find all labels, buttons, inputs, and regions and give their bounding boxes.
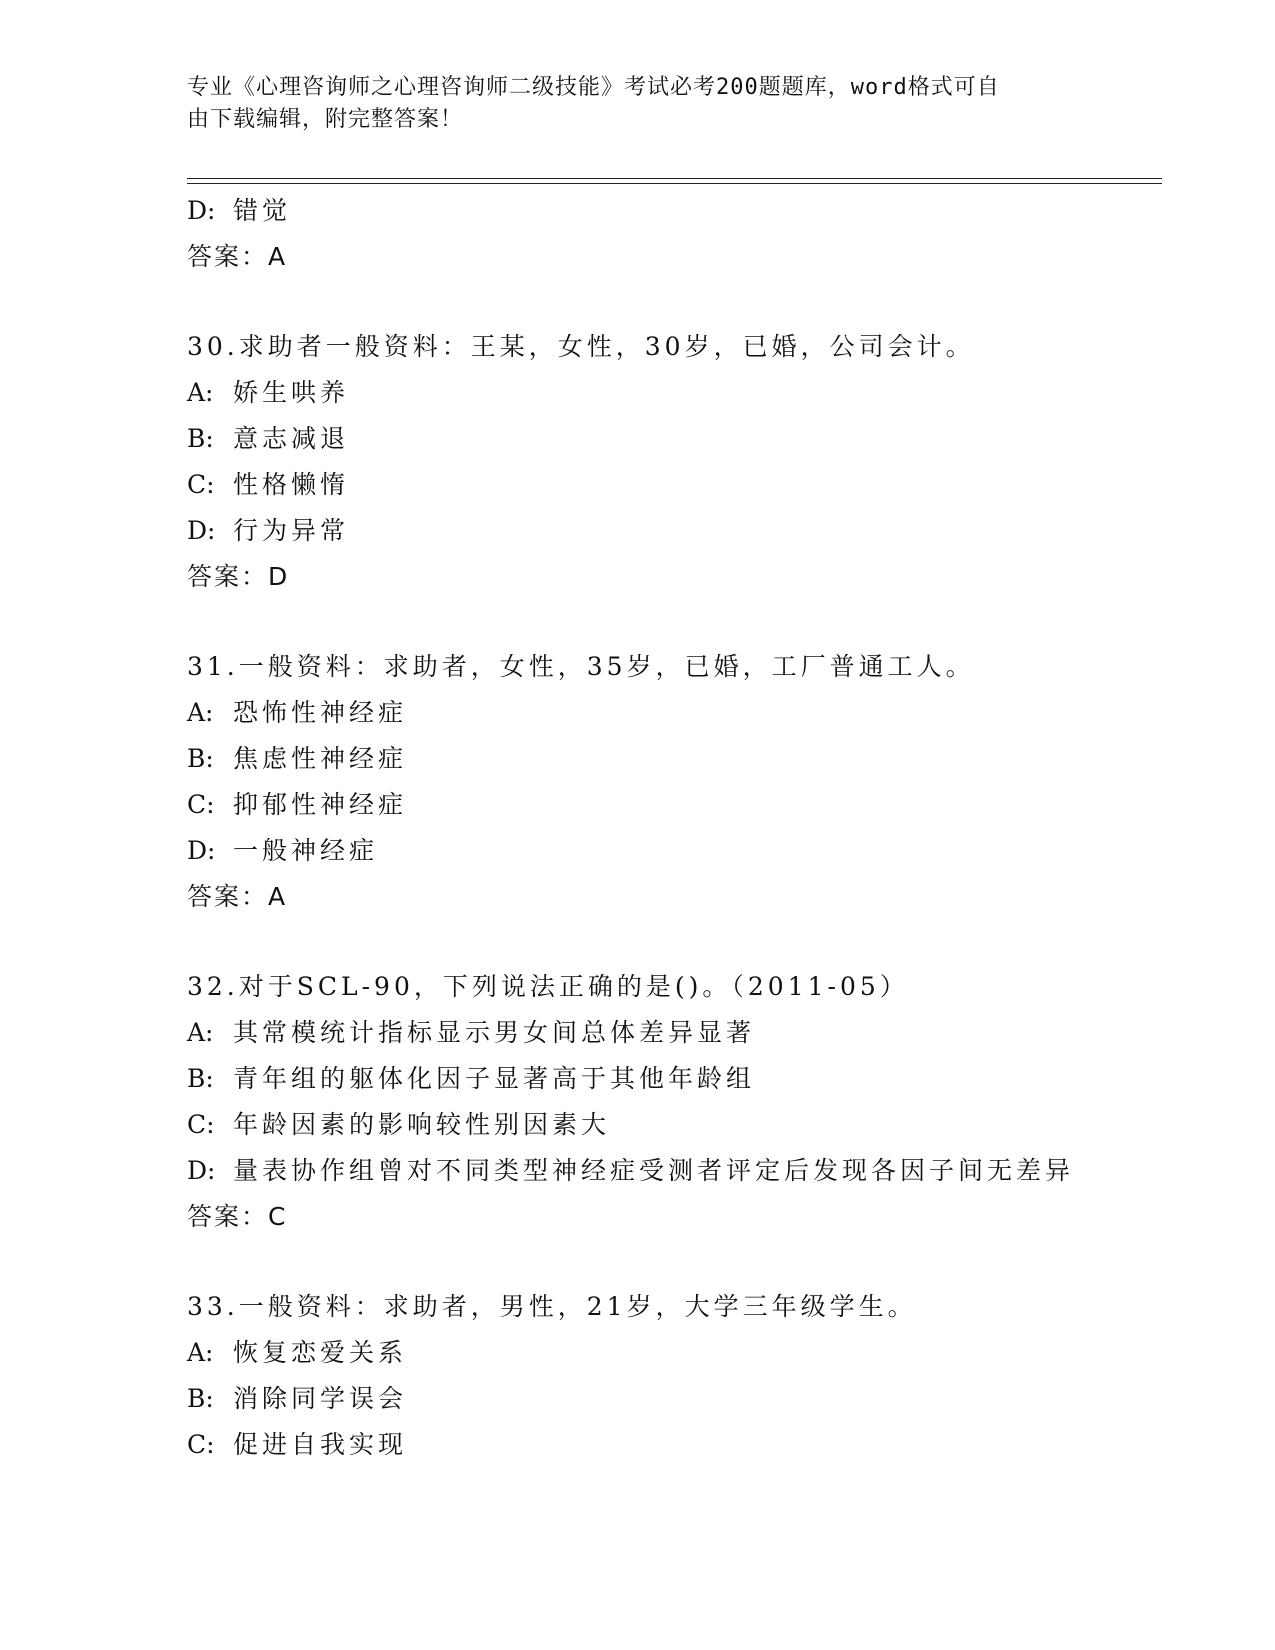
option-label: A:: [187, 1018, 214, 1047]
header-line-1: 专业《心理咨询师之心理咨询师二级技能》考试必考200题题库，word格式可自: [187, 75, 1000, 100]
header-divider-bottom: [187, 183, 1162, 184]
option-label: C:: [187, 470, 215, 499]
option-label: C:: [187, 1110, 215, 1139]
header-line-2: 由下载编辑，附完整答案！: [187, 107, 464, 132]
option-label: A:: [187, 1338, 214, 1367]
answer-line: 答案：D: [187, 562, 290, 591]
option-text: 恐怖性神经症: [233, 698, 408, 727]
option-c: [187, 782, 1187, 828]
answer-line: 答案：C: [187, 1202, 288, 1231]
option-a: [187, 1010, 1187, 1056]
option-label: B:: [187, 424, 214, 453]
spacer: [187, 1240, 1187, 1284]
option-c: [187, 1422, 1187, 1468]
spacer: [187, 280, 1187, 324]
option-label: D:: [187, 836, 216, 865]
option-b: [187, 1056, 1187, 1102]
option-text: 青年组的躯体化因子显著高于其他年龄组: [233, 1064, 756, 1093]
option-d: [187, 828, 1187, 874]
document-header: [187, 72, 1087, 136]
option-b: [187, 416, 1187, 462]
option-text: 错觉: [233, 196, 292, 225]
option-a: [187, 1330, 1187, 1376]
option-text: 量表协作组曾对不同类型神经症受测者评定后发现各因子间无差异: [233, 1156, 1075, 1185]
option-text: 一般神经症: [233, 836, 379, 865]
option-label: D:: [187, 1156, 216, 1185]
option-b: [187, 736, 1187, 782]
option-d: [187, 508, 1187, 554]
option-text: 意志减退: [233, 424, 350, 453]
option-label: C:: [187, 1430, 215, 1459]
answer-line: 答案：A: [187, 242, 288, 271]
option-label: D:: [187, 196, 216, 225]
option-a: [187, 690, 1187, 736]
option-label: A:: [187, 698, 214, 727]
option-label: B:: [187, 744, 214, 773]
option-text: 年龄因素的影响较性别因素大: [233, 1110, 611, 1139]
option-label: A:: [187, 378, 214, 407]
option-text: 行为异常: [233, 516, 350, 545]
option-label: C:: [187, 790, 215, 819]
option-label: B:: [187, 1064, 214, 1093]
option-text: 娇生哄养: [233, 378, 350, 407]
question-stem: 30.求助者一般资料：王某，女性，30岁，已婚，公司会计。: [187, 332, 975, 361]
spacer: [187, 920, 1187, 964]
option-d: [187, 1148, 1187, 1194]
option-text: 其常模统计指标显示男女间总体差异显著: [233, 1018, 756, 1047]
option-text: 消除同学误会: [233, 1384, 408, 1413]
question-stem: 31.一般资料：求助者，女性，35岁，已婚，工厂普通工人。: [187, 652, 975, 681]
option-text: 恢复恋爱关系: [233, 1338, 408, 1367]
option-b: [187, 1376, 1187, 1422]
option-text: 焦虑性神经症: [233, 744, 408, 773]
option-label: B:: [187, 1384, 214, 1413]
option-d: [187, 188, 1187, 234]
question-stem: 33.一般资料：求助者，男性，21岁，大学三年级学生。: [187, 1292, 917, 1321]
option-label: D:: [187, 516, 216, 545]
option-text: 抑郁性神经症: [233, 790, 408, 819]
option-c: [187, 462, 1187, 508]
option-text: 促进自我实现: [233, 1430, 408, 1459]
header-divider-top: [187, 178, 1162, 179]
question-stem: 32.对于SCL-90，下列说法正确的是()。（2011-05）: [187, 972, 909, 1001]
option-a: [187, 370, 1187, 416]
answer-line: 答案：A: [187, 882, 288, 911]
option-text: 性格懒惰: [233, 470, 350, 499]
spacer: [187, 600, 1187, 644]
question-content: [187, 188, 1187, 1468]
option-c: [187, 1102, 1187, 1148]
